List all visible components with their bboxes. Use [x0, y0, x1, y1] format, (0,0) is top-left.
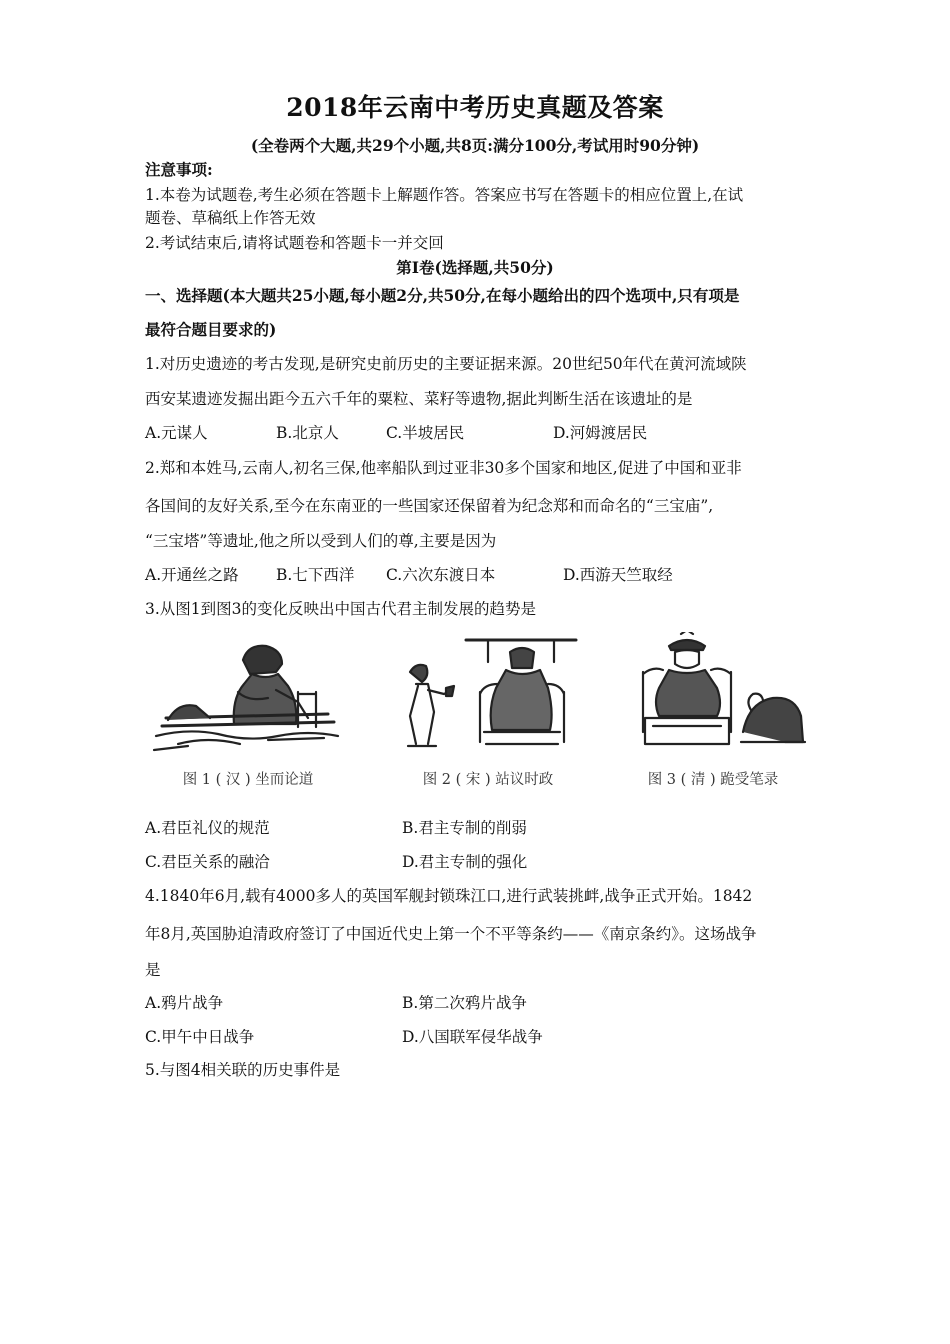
figure-3 [613, 632, 813, 792]
part-heading-line-2: 最符合题目要求的) [145, 320, 277, 339]
figure-2-caption: 图 2 ( 宋 ) 站议时政 [422, 772, 554, 788]
q1-option-b: B.北京人 [276, 424, 339, 442]
part-heading-line-1: 一、选择题(本大题共25小题,每小题2分,共50分,在每小题给出的四个选项中,只有项是 [145, 286, 740, 305]
figure-1 [148, 632, 348, 792]
q1-option-d: D.河姆渡居民 [553, 424, 648, 442]
q2-option-b: B.七下西洋 [276, 566, 355, 584]
q5-stem-line-1: 5.与图4相关联的历史事件是 [145, 1061, 341, 1079]
q2-option-a: A.开通丝之路 [145, 566, 239, 584]
q3-figures [148, 632, 808, 792]
q2-option-d: D.西游天竺取经 [563, 566, 673, 584]
q3-option-c: C.君臣关系的融洽 [145, 853, 270, 871]
q4-stem-line-3: 是 [145, 961, 161, 979]
notes-item-1-line-1: 1.本卷为试题卷,考生必须在答题卡上解题作答。答案应书写在答题卡的相应位置上,在试 [145, 186, 744, 204]
q4-option-a: A.鸦片战争 [145, 994, 224, 1012]
figure-1-illustration [148, 632, 348, 762]
q2-stem-line-2: 各国间的友好关系,至今在东南亚的一些国家还保留着为纪念郑和而命名的“三宝庙”, [145, 497, 714, 515]
notes-item-1-line-2: 题卷、草稿纸上作答无效 [145, 209, 316, 227]
q2-stem-line-1: 2.郑和本姓马,云南人,初名三保,他率船队到过亚非30多个国家和地区,促进了中国和亚非 [145, 459, 742, 477]
q1-stem-line-2: 西安某遗迹发掘出距今五六千年的粟粒、菜籽等遗物,据此判断生活在该遗址的是 [145, 390, 693, 408]
q4-option-b: B.第二次鸦片战争 [402, 994, 527, 1012]
q4-stem-line-2: 年8月,英国胁迫清政府签订了中国近代史上第一个不平等条约——《南京条约》。这场战争 [145, 925, 757, 943]
q3-option-a: A.君臣礼仪的规范 [145, 819, 270, 837]
figure-3-illustration [613, 632, 813, 762]
notes-item-2: 2.考试结束后,请将试题卷和答题卡一并交回 [145, 234, 444, 252]
figure-1-caption: 图 1 ( 汉 ) 坐而论道 [182, 772, 314, 788]
figure-3-caption: 图 3 ( 清 ) 跪受笔录 [647, 772, 779, 788]
q3-option-b: B.君主专制的削弱 [402, 819, 527, 837]
q3-option-d: D.君主专制的强化 [402, 853, 528, 871]
exam-subtitle: (全卷两个大题,共29个小题,共8页:满分100分,考试用时90分钟) [250, 136, 700, 155]
figure-2-illustration [388, 632, 588, 762]
q4-option-d: D.八国联军侵华战争 [402, 1028, 543, 1046]
q2-stem-line-3: “三宝塔”等遗址,他之所以受到人们的尊,主要是因为 [145, 532, 497, 550]
q2-option-c: C.六次东渡日本 [386, 566, 496, 584]
q3-stem-line-1: 3.从图1到图3的变化反映出中国古代君主制发展的趋势是 [145, 600, 537, 618]
q1-option-c: C.半坡居民 [386, 424, 465, 442]
volume-title: 第Ⅰ卷(选择题,共50分) [396, 258, 554, 277]
q4-stem-line-1: 4.1840年6月,载有4000多人的英国军舰封锁珠江口,进行武装挑衅,战争正式开始。1842 [145, 887, 753, 905]
q1-stem-line-1: 1.对历史遗迹的考古发现,是研究史前历史的主要证据来源。20世纪50年代在黄河流域陕 [145, 355, 747, 373]
q1-option-a: A.元谋人 [145, 424, 208, 442]
page-title: 2018年云南中考历史真题及答案 [286, 93, 664, 122]
notes-heading: 注意事项: [145, 160, 213, 179]
figure-2 [388, 632, 588, 792]
q4-option-c: C.甲午中日战争 [145, 1028, 255, 1046]
